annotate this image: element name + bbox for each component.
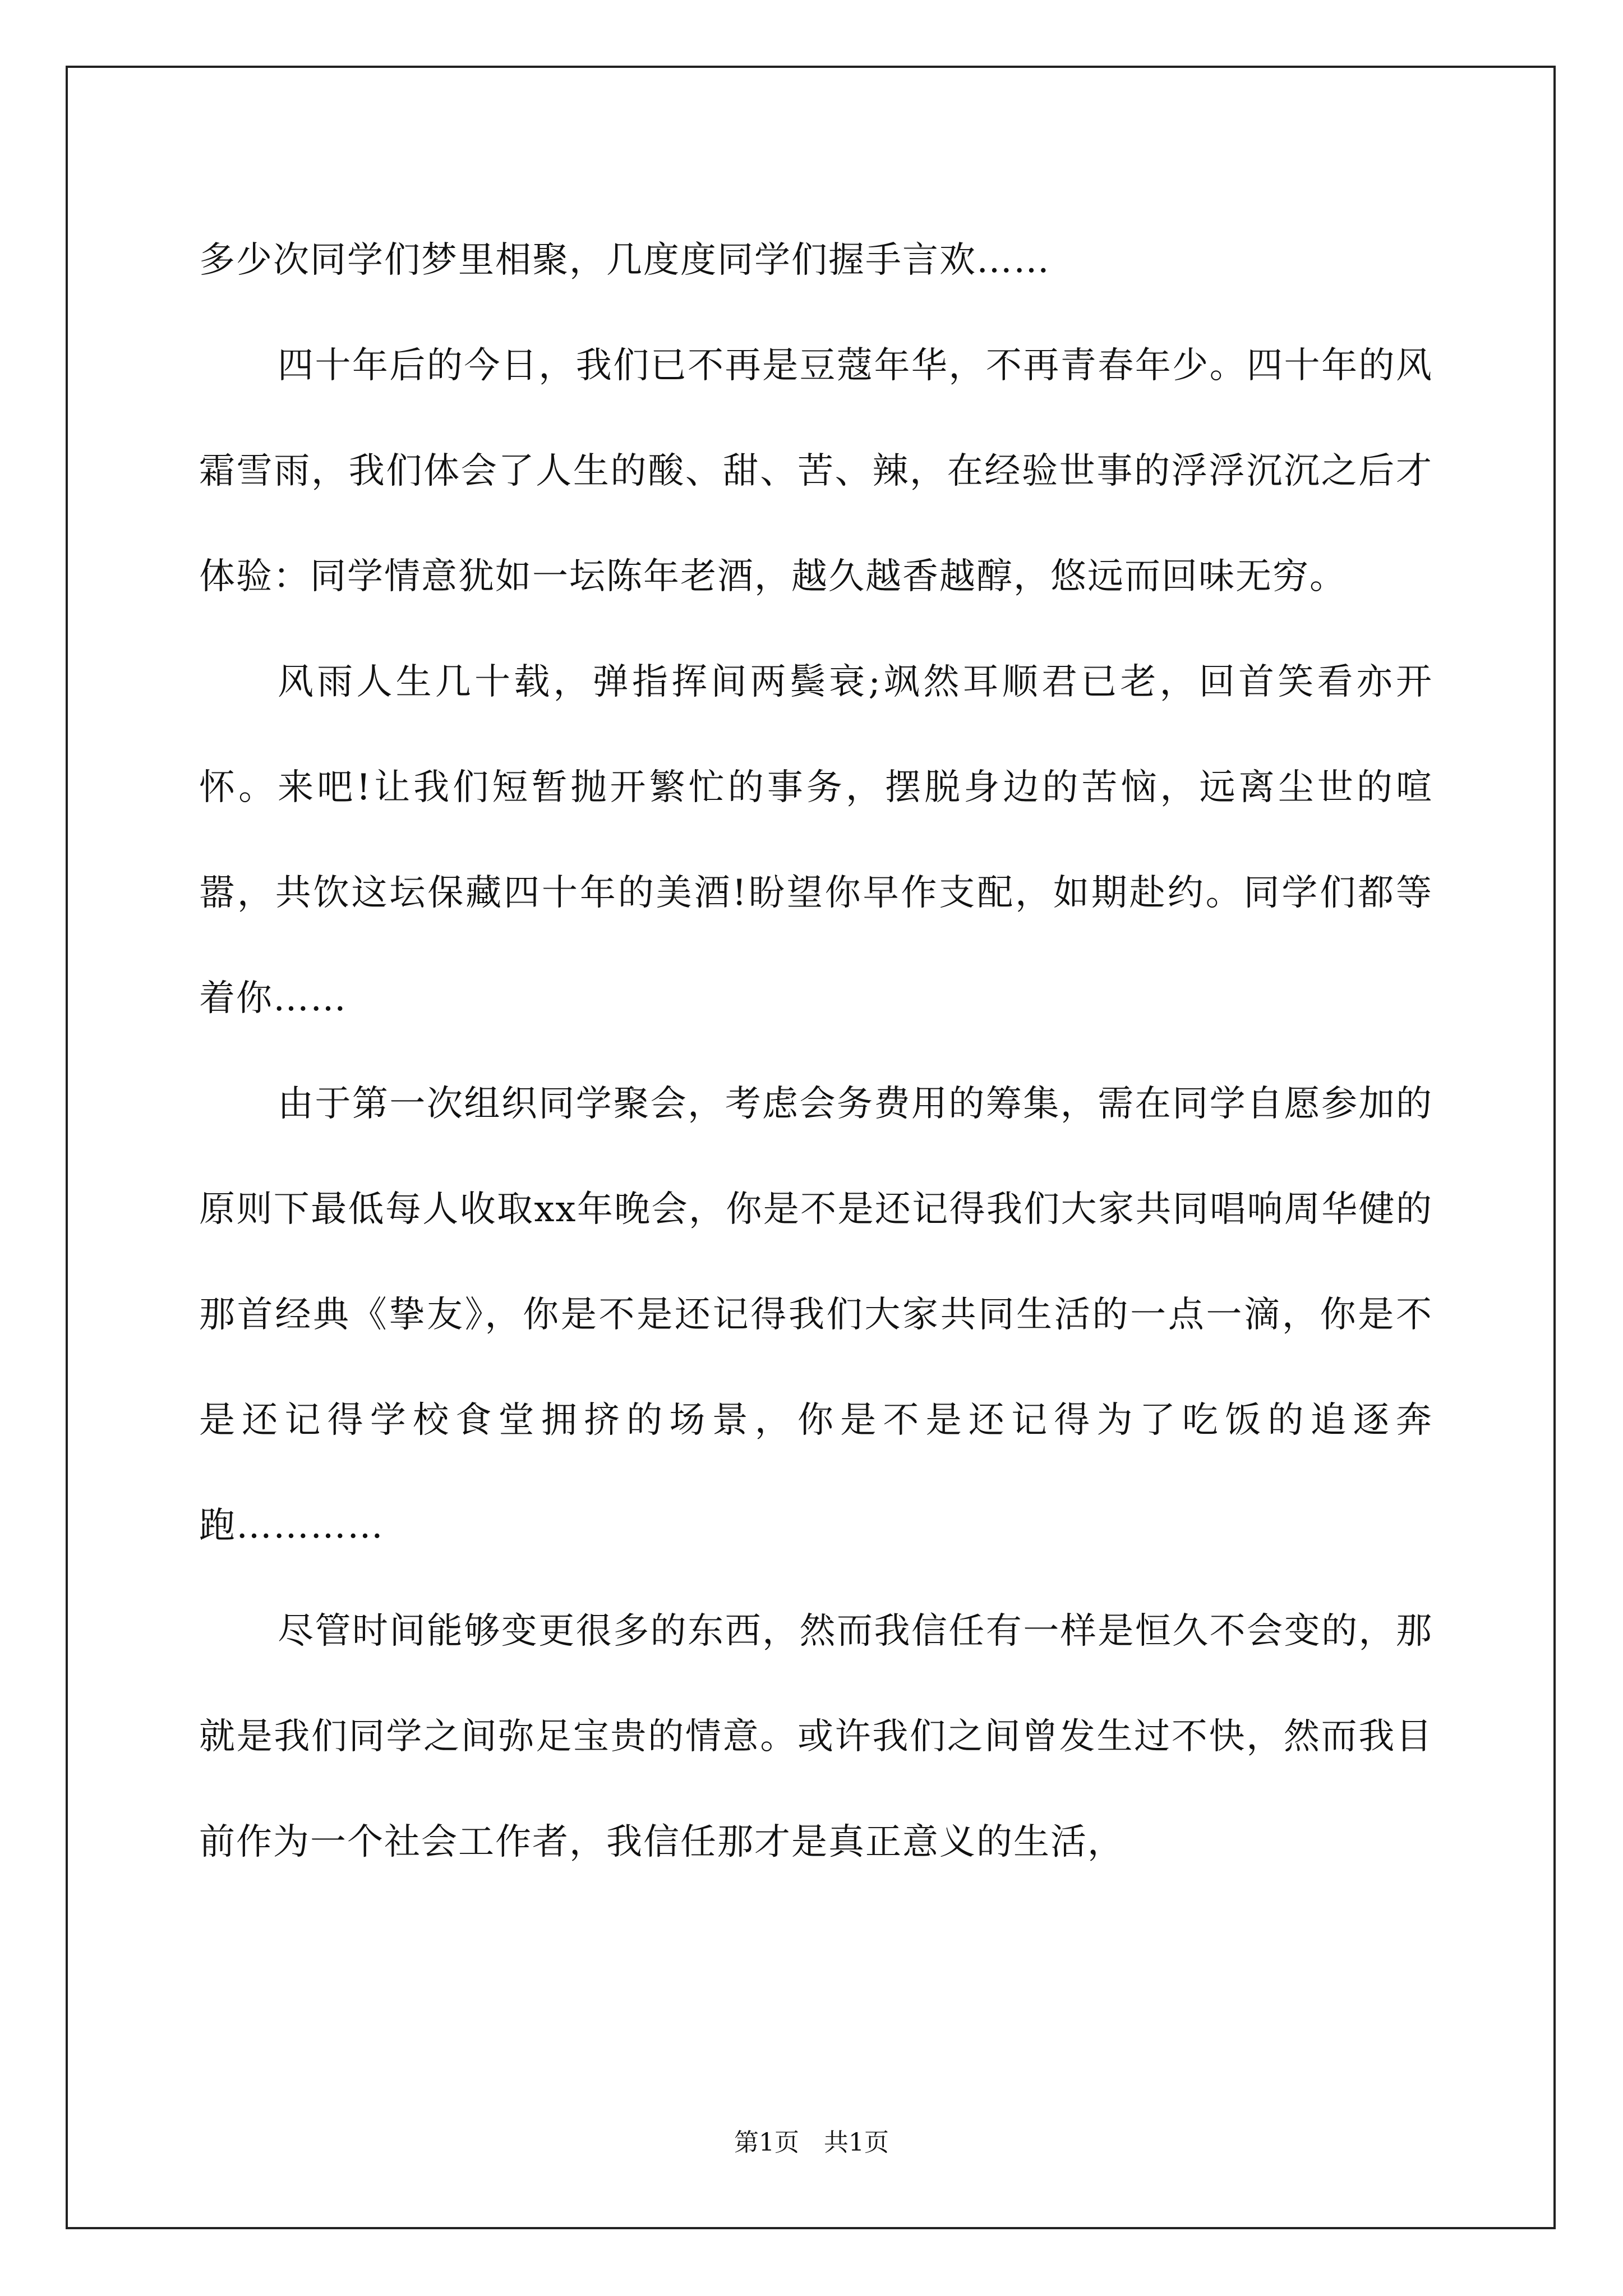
document-body <box>199 208 1433 1895</box>
paragraph-2: 四十年后的今日，我们已不再是豆蔻年华，不再青春年少。四十年的风霜雪雨，我们体会了人生的酸、甜、苦、辣，在经验世事的浮浮沉沉之后才体验：同学情意犹如一坛陈年老酒，越久越香越醇，悠远而回味无穷。 <box>199 345 1433 597</box>
paragraph-3: 风雨人生几十载，弹指挥间两鬓衰;飒然耳顺君已老，回首笑看亦开怀。来吧!让我们短暂抛开繁忙的事务，摆脱身边的苦恼，远离尘世的喧嚣，共饮这坛保藏四十年的美酒!盼望你早作支配，如期赴约。同学们都等着你…… <box>199 661 1433 1019</box>
paragraph-4: 由于第一次组织同学聚会，考虑会务费用的筹集，需在同学自愿参加的原则下最低每人收取xx年晚会，你是不是还记得我们大家共同唱响周华健的那首经典《挚友》，你是不是还记得我们大家共同生活的一点一滴，你是不是还记得学校食堂拥挤的场景，你是不是还记得为了吃饭的追逐奔跑………… <box>199 1083 1433 1547</box>
paragraph-5: 尽管时间能够变更很多的东西，然而我信任有一样是恒久不会变的，那就是我们同学之间弥足宝贵的情意。或许我们之间曾发生过不快，然而我目前作为一个社会工作者，我信任那才是真正意义的生活， <box>199 1611 1433 1863</box>
paragraph-1: 多少次同学们梦里相聚，几度度同学们握手言欢…… <box>199 240 1050 281</box>
page-footer: 第1页 共1页 <box>734 2128 889 2157</box>
